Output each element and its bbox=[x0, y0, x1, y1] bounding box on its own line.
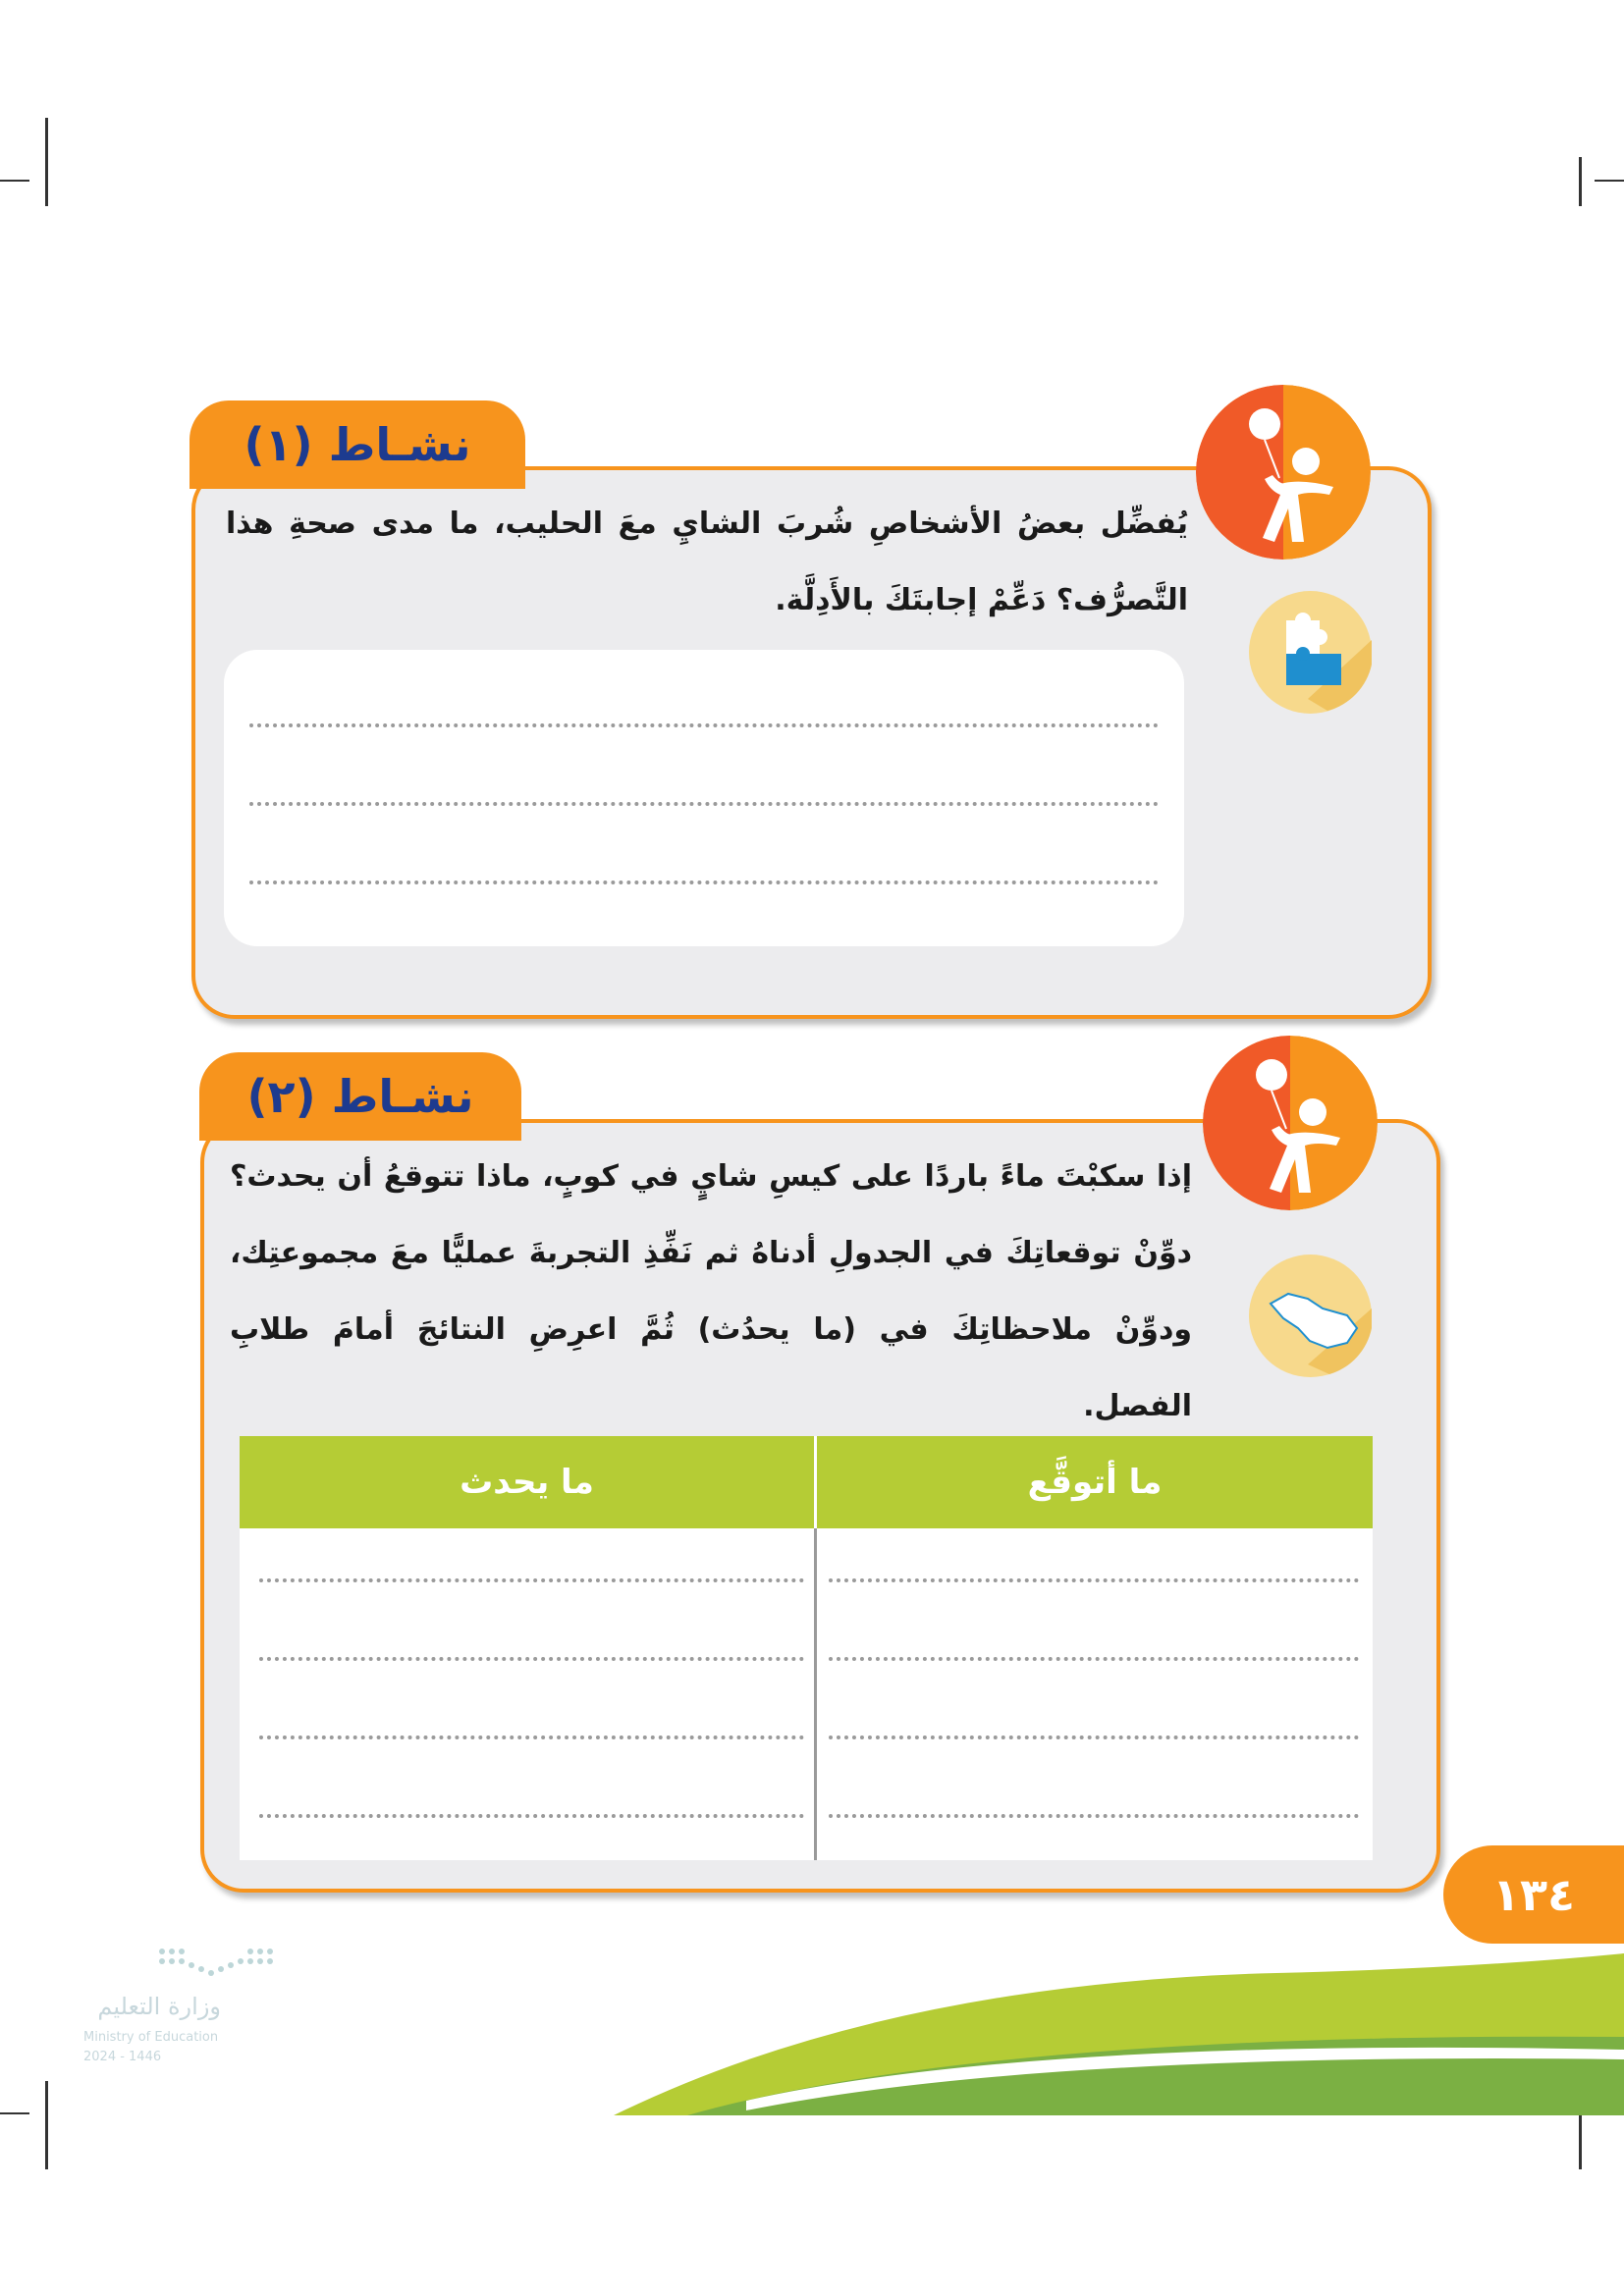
activity2-title: نشـاط (٢) bbox=[246, 1070, 474, 1123]
ministry-logo bbox=[83, 1944, 309, 2081]
ministry-name-ar: وزارة التعليم bbox=[97, 1993, 221, 2020]
table-header-expect: ما أتوقَّع bbox=[817, 1436, 1373, 1528]
activity1-title: نشـاط (١) bbox=[244, 418, 471, 471]
activity1-question: يُفضِّل بعضُ الأشخاصِ شُربَ الشايِ معَ الحليب، ما مدى صحةِ هذا التَّصرُّف؟ دَعِّمْ إجابتَكَ بالأَدِلَّة. bbox=[226, 507, 1188, 617]
ministry-logo-icon bbox=[152, 1944, 378, 1988]
page-number: ١٣٤ bbox=[1443, 1845, 1624, 1944]
ministry-name-en: Ministry of Education bbox=[83, 2030, 219, 2045]
ministry-year: 2024 - 1446 bbox=[83, 2050, 162, 2064]
table-header-happens: ما يحدث bbox=[240, 1436, 814, 1528]
activity2-question: إذا سكبْتَ ماءً باردًا على كيسِ شايٍ في كوبٍ، ماذا تتوقعُ أن يحدث؟ دوِّنْ توقعاتِكَ في الجدولِ أدناهُ ثم نَفِّذِ التجربةَ عمليًّا معَ مجموعتِك، ودوِّنْ ملاحظاتِكَ في (ما يحدُث) ثُمَّ اعرِضِ النتائجَ أمامَ طلابِ الفصل. bbox=[230, 1159, 1192, 1423]
